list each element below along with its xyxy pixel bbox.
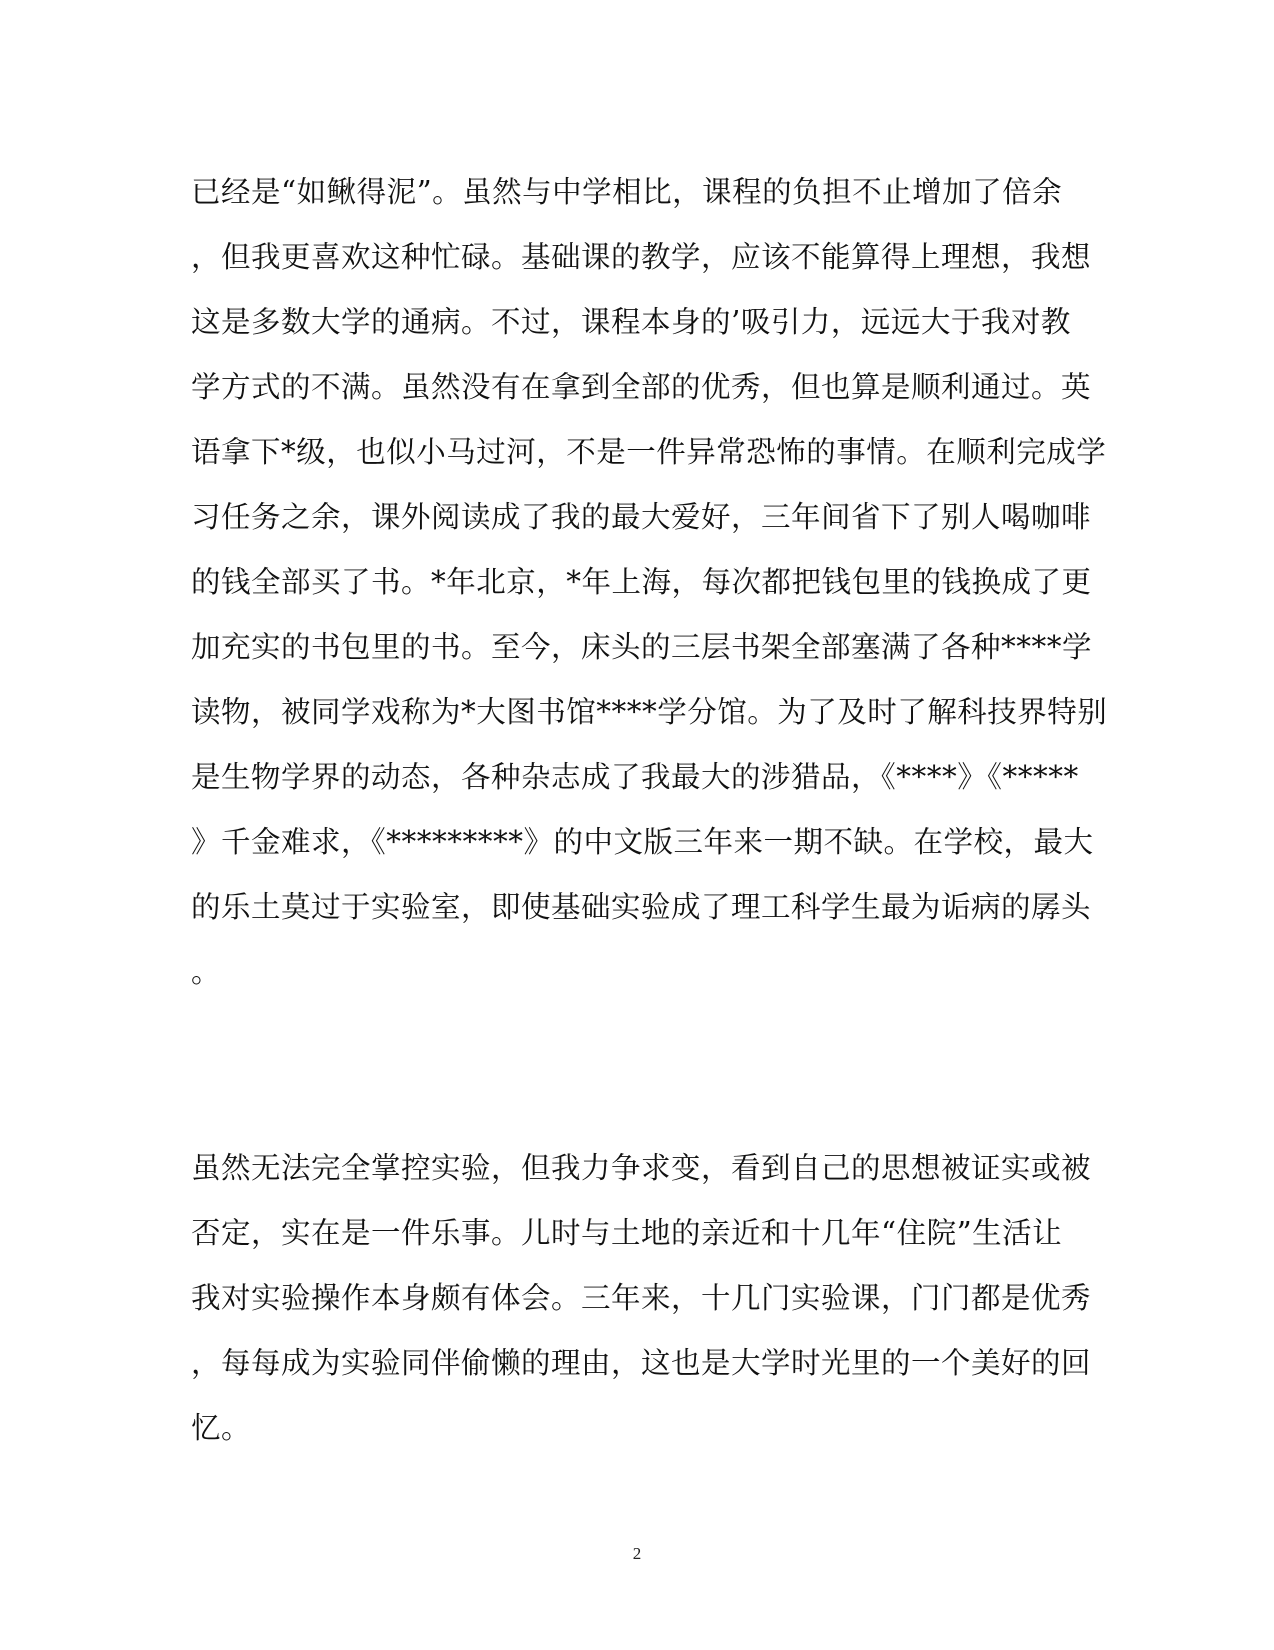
paragraph-1 bbox=[191, 170, 1108, 1015]
text-line: 的乐土莫过于实验室，即使基础实验成了理工科学生最为诟病的孱头 bbox=[191, 890, 1092, 924]
text-line: 我对实验操作本身颇有体会。三年来，十几门实验课，门门都是优秀 bbox=[191, 1281, 1092, 1315]
text-line: 虽然无法完全掌控实验，但我力争求变，看到自己的思想被证实或被 bbox=[191, 1151, 1092, 1185]
text-line: 加充实的书包里的书。至今，床头的三层书架全部塞满了各种****学 bbox=[191, 630, 1093, 664]
text-line: 是生物学界的动态，各种杂志成了我最大的涉猎品，《****》《***** bbox=[191, 760, 1079, 794]
text-line: 习任务之余，课外阅读成了我的最大爱好，三年间省下了别人喝咖啡 bbox=[191, 500, 1092, 534]
text-line: ，但我更喜欢这种忙碌。基础课的教学，应该不能算得上理想，我想 bbox=[191, 240, 1092, 274]
text-line: 学方式的不满。虽然没有在拿到全部的优秀，但也算是顺利通过。英 bbox=[191, 370, 1092, 404]
text-line: 的钱全部买了书。*年北京，*年上海，每次都把钱包里的钱换成了更 bbox=[191, 565, 1092, 599]
text-line: 否定，实在是一件乐事。儿时与土地的亲近和十几年“住院”生活让 bbox=[191, 1216, 1063, 1250]
text-line: 这是多数大学的通病。不过，课程本身的’吸引力，远远大于我对教 bbox=[191, 305, 1071, 339]
text-line: 语拿下*级，也似小马过河，不是一件异常恐怖的事情。在顺利完成学 bbox=[191, 435, 1107, 469]
text-line: 已经是“如鳅得泥”。虽然与中学相比，课程的负担不止增加了倍余 bbox=[191, 175, 1063, 209]
text-line: 忆。 bbox=[191, 1411, 252, 1445]
page-number: 2 bbox=[632, 1544, 642, 1563]
text-line: 读物，被同学戏称为*大图书馆****学分馆。为了及时了解科技界特别 bbox=[191, 695, 1108, 729]
text-line: ，每每成为实验同伴偷懒的理由，这也是大学时光里的一个美好的回 bbox=[191, 1346, 1092, 1380]
paragraph-2 bbox=[191, 1146, 1091, 1471]
text-line: 。 bbox=[191, 955, 222, 989]
text-line: 》千金难求，《*********》的中文版三年来一期不缺。在学校，最大 bbox=[191, 825, 1094, 859]
